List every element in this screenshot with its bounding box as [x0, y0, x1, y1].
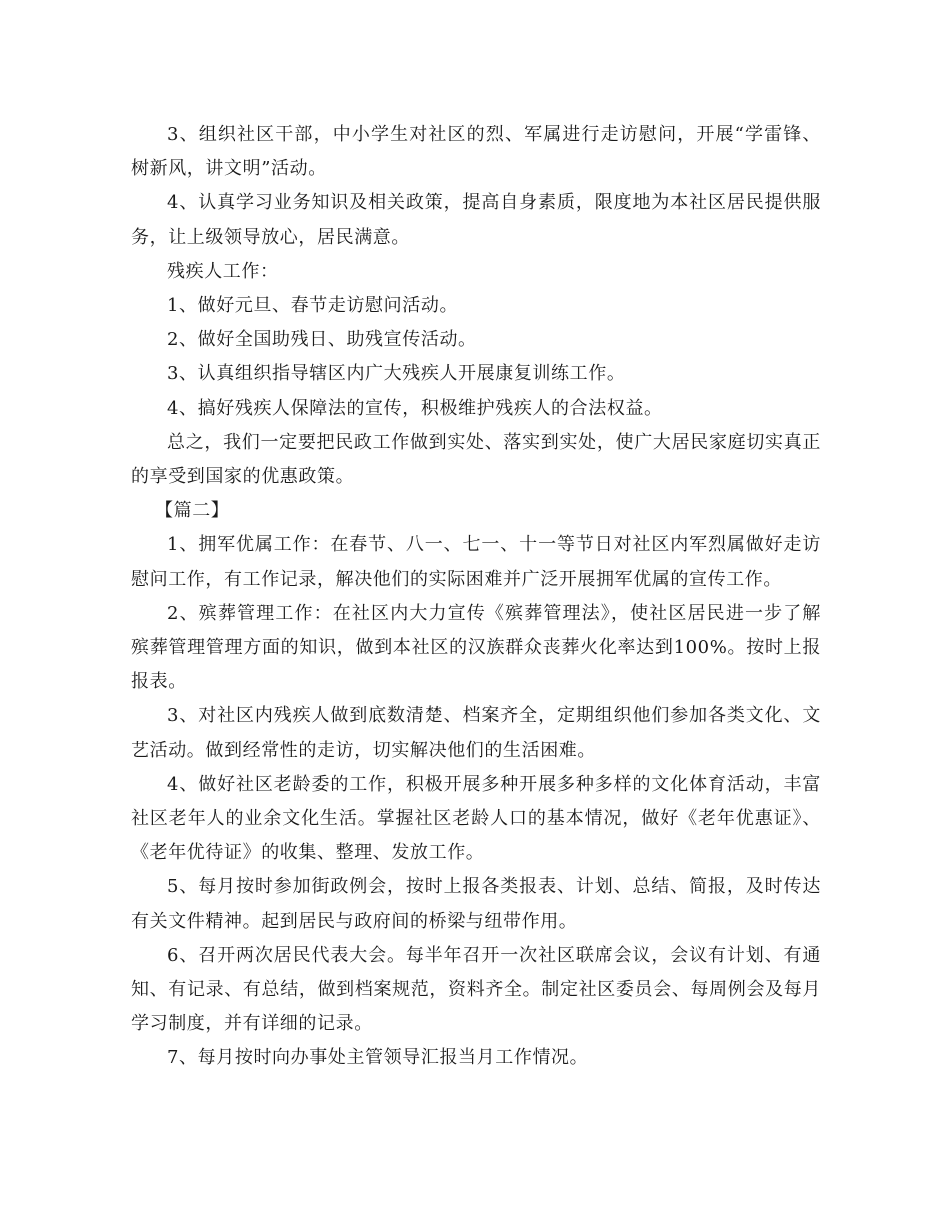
paragraph-part2-item-1: 1、拥军优属工作：在春节、八一、七一、十一等节日对社区内军烈属做好走访慰问工作，有工作记录，解决他们的实际困难并广泛开展拥军优属的宣传工作。: [131, 534, 821, 590]
paragraph-disabled-item-2: 2、做好全国助残日、助残宣传活动。: [167, 329, 477, 351]
paragraph-part2-item-4: 4、做好社区老龄委的工作，积极开展多种开展多种多样的文化体育活动，丰富社区老年人的业余文化生活。掌握社区老龄人口的基本情况，做好《老年优惠证》、《老年优待证》的收集、整理、发放工作。: [131, 773, 821, 864]
paragraph-part2-item-2: 2、殡葬管理工作：在社区内大力宣传《殡葬管理法》，使社区居民进一步了解殡葬管理管理方面的知识，做到本社区的汉族群众丧葬火化率达到100%。按时上报报表。: [131, 602, 821, 693]
document-body: [131, 118, 821, 1076]
paragraph-item-4-study: 4、认真学习业务知识及相关政策，提高自身素质，限度地为本社区居民提供服务，让上级领导放心，居民满意。: [131, 192, 821, 248]
paragraph-part2-item-7: 7、每月按时向办事处主管领导汇报当月工作情况。: [167, 1047, 589, 1069]
paragraph-disabled-item-1: 1、做好元旦、春节走访慰问活动。: [167, 295, 459, 317]
paragraph-part2-item-5: 5、每月按时参加街政例会，按时上报各类报表、计划、总结、简报，及时传达有关文件精神。起到居民与政府间的桥梁与纽带作用。: [131, 876, 821, 932]
paragraph-part2-item-6: 6、召开两次居民代表大会。每半年召开一次社区联席会议，会议有计划、有通知、有记录、有总结，做到档案规范，资料齐全。制定社区委员会、每周例会及每月学习制度，并有详细的记录。: [131, 944, 821, 1035]
paragraph-item-3-visit: 3、组织社区干部，中小学生对社区的烈、军属进行走访慰问，开展“学雷锋、树新风，讲文明”活动。: [131, 124, 821, 180]
paragraph-part2-item-3: 3、对社区内残疾人做到底数清楚、档案齐全，定期组织他们参加各类文化、文艺活动。做到经常性的走访，切实解决他们的生活困难。: [131, 705, 821, 761]
section-heading-part-two: 【篇二】: [155, 500, 230, 522]
section-heading-disabled-work: 残疾人工作：: [167, 260, 279, 282]
paragraph-summary: 总之，我们一定要把民政工作做到实处、落实到实处，使广大居民家庭切实真正的享受到国家的优惠政策。: [131, 431, 821, 488]
paragraph-disabled-item-3: 3、认真组织指导辖区内广大残疾人开展康复训练工作。: [167, 363, 626, 385]
paragraph-disabled-item-4: 4、搞好残疾人保障法的宣传，积极维护残疾人的合法权益。: [167, 397, 663, 419]
